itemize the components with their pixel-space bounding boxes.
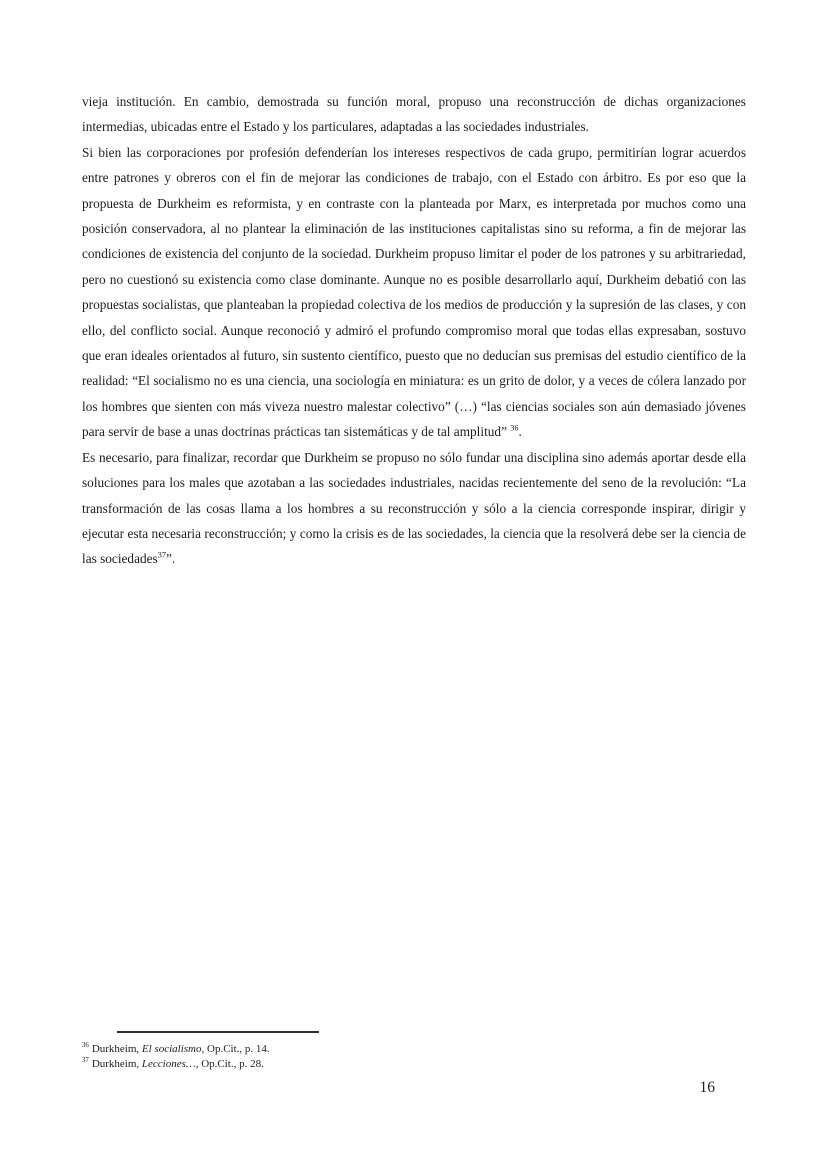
footnote-ref: 36 [510,423,519,433]
footnote-separator [117,1031,319,1033]
text-run: . [518,424,522,440]
italic-text: Lecciones… [141,1058,196,1070]
footnote-list [82,1042,746,1072]
text-run: Durkheim, [91,1058,142,1070]
text-run: , Op.Cit., p. 14. [201,1043,270,1055]
footnote-number: 36 [82,1042,89,1050]
body-paragraph [82,445,746,572]
text-run: vieja institución. En cambio, demostrada su función moral, propuso una reconstrucción de dichas organizaciones intermedias, ubicadas entre el Estado y los particulares, adaptadas a las sociedades industriales. [82,94,746,135]
text-run: Si bien las corporaciones por profesión defenderían los intereses respectivos de cada grupo, permitirían lograr acuerdos entre patrones y obreros con el fin de mejorar las condiciones de trabajo, con el Estado con árbitro. Es por eso que la propuesta de Durkheim es reformista, y en contraste con la planteada por Marx, es interpretada por muchos como una posición conservadora, al no plantear la eliminación de las instituciones capitalistas sino su reforma, a fin de mejorar las condiciones de existencia del conjunto de la sociedad. Durkheim propuso limitar el poder de los patrones y su arbitrariedad, pero no cuestionó su existencia como clase dominante. Aunque no es posible desarrollarlo aquí, Durkheim debatió con las propuestas socialistas, que planteaban la propiedad colectiva de los medios de producción y la supresión de las clases, y con ello, del conflicto social. Aunque reconoció y admiró el profundo compromiso moral que todas ellas expresaban, sostuvo que eran ideales orientados al futuro, sin sustento científico, puesto que no deducían sus premisas del estudio científico de la realidad: “El socialismo no es una ciencia, una sociología en miniatura: es un grito de dolor, y a veces de cólera lanzado por los hombres que sienten con más viveza nuestro malestar colectivo” (…) “las ciencias sociales son aún demasiado jóvenes para servir de base a unas doctrinas prácticas tan sistemáticas y de tal amplitud” [82,144,746,440]
body-paragraph [82,140,746,445]
text-run: Durkheim, [91,1043,142,1055]
body-text [82,89,746,572]
text-run: , Op.Cit., p. 28. [195,1058,264,1070]
text-run: Es necesario, para finalizar, recordar que Durkheim se propuso no sólo fundar una disciplina sino además aportar desde ella soluciones para los males que azotaban a las sociedades industriales, nacidas recientemente del seno de la revolución: “La transformación de las cosas llama a los hombres a su reconstrucción y sólo a la ciencia corresponde inspirar, dirigir y ejecutar esta necesaria reconstrucción; y como la crisis es de las sociedades, la ciencia que la resolverá debe ser la ciencia de las sociedades [82,449,746,567]
footnote [82,1042,746,1057]
footnote [82,1057,746,1072]
footnote-area [82,1031,746,1072]
italic-text: El socialismo [141,1043,202,1055]
footnote-ref: 37 [157,550,166,560]
page-number: 16 [699,1079,715,1096]
footnote-number: 37 [82,1057,89,1065]
body-paragraph [82,89,746,140]
text-run: ”. [165,551,176,567]
